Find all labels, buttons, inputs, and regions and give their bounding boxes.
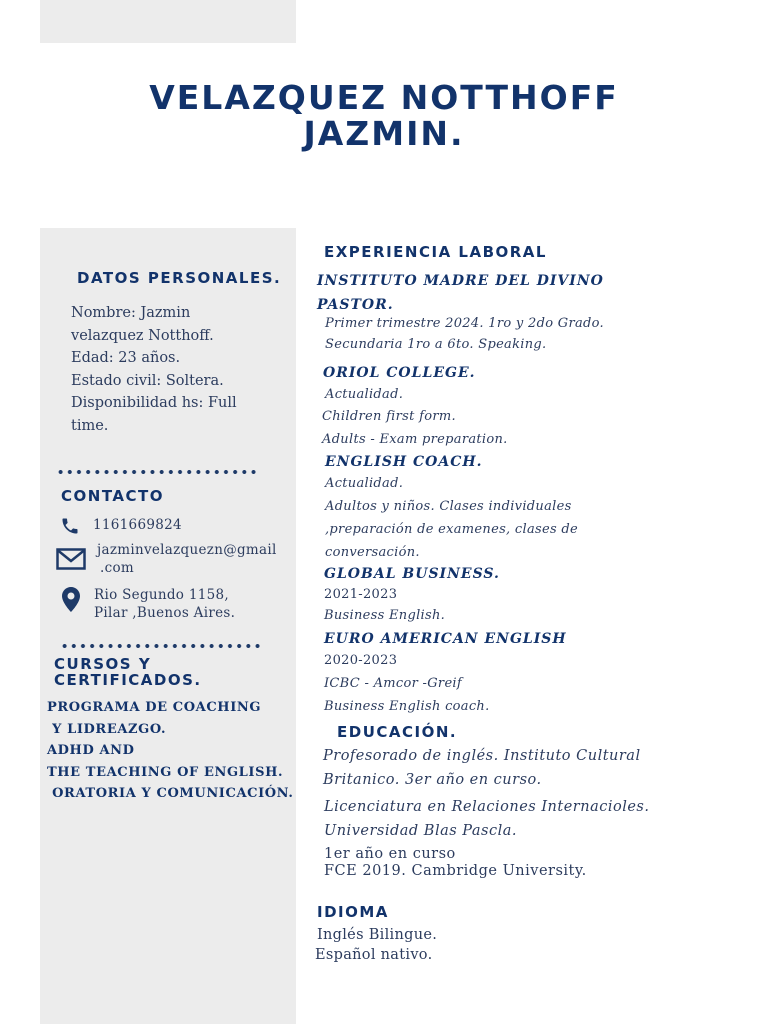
- sidebar-top-block: [40, 0, 296, 43]
- job-detail-line: Primer trimestre 2024. 1ro y 2do Grado.: [325, 316, 604, 331]
- course-line: ORATORIA Y COMUNICACIÓN.: [47, 786, 294, 801]
- job-detail-line: ICBC - Amcor -Greif: [324, 676, 463, 691]
- experience-heading: EXPERIENCIA LABORAL: [324, 243, 547, 261]
- personal-line: Estado civil: Soltera.: [71, 372, 224, 389]
- job-title: ORIOL COLLEGE.: [323, 365, 476, 381]
- job-detail-line: Secundaria 1ro a 6to. Speaking.: [325, 337, 547, 352]
- job-title-line: INSTITUTO MADRE DEL DIVINO: [317, 273, 604, 289]
- personal-info: [71, 302, 291, 438]
- job-detail-line: Business English.: [324, 608, 446, 623]
- personal-line: Edad: 23 años.: [71, 350, 181, 367]
- education-line: FCE 2019. Cambridge University.: [324, 863, 587, 879]
- job-detail-line: Actualidad.: [325, 387, 404, 402]
- job-detail-line: Adultos y niños. Clases individuales: [325, 499, 572, 514]
- personal-line: Disponibilidad hs: Full: [71, 395, 237, 412]
- education-heading: EDUCACIÓN.: [337, 723, 458, 741]
- job-details: [324, 649, 490, 718]
- personal-line: time.: [71, 417, 109, 434]
- contact-email[interactable]: [97, 541, 277, 577]
- job-details: [324, 584, 445, 626]
- personal-line: Nombre: Jazmin: [71, 305, 191, 321]
- course-line: Y LIDREAZGO.: [47, 721, 167, 737]
- email-icon: [56, 548, 86, 570]
- job-title: GLOBAL BUSINESS.: [324, 566, 500, 582]
- personal-heading: DATOS PERSONALES.: [77, 269, 282, 287]
- job-title: [317, 269, 604, 317]
- job-title: EURO AMERICAN ENGLISH: [324, 631, 567, 647]
- job-details: [325, 472, 578, 564]
- address-line: Pilar ,Buenos Aires.: [94, 605, 236, 621]
- job-title-line: PASTOR.: [317, 297, 394, 313]
- contact-heading: CONTACTO: [61, 487, 164, 505]
- job-title: ENGLISH COACH.: [325, 454, 483, 470]
- education-details: [323, 745, 649, 880]
- courses-heading-1: CURSOS Y: [54, 655, 152, 673]
- education-line: Britanico. 3er año en curso.: [323, 771, 542, 788]
- job-detail-line: Adults - Exam preparation.: [322, 432, 508, 447]
- language-details: [315, 925, 437, 965]
- language-line: Español nativo.: [315, 947, 433, 963]
- course-line: ADHD AND: [47, 743, 135, 758]
- job-detail-line: Children first form.: [322, 409, 456, 424]
- courses-heading-2: CERTIFICADOS.: [54, 671, 202, 689]
- job-detail-line: conversación.: [325, 545, 420, 560]
- email-line: .com: [100, 560, 134, 576]
- dotted-divider: [56, 469, 258, 475]
- job-detail-line: Business English coach.: [324, 699, 490, 714]
- phone-icon: [60, 516, 80, 536]
- personal-line: velazquez Notthoff.: [71, 327, 214, 344]
- job-details: [325, 313, 604, 355]
- dotted-divider: [60, 643, 262, 649]
- job-detail-line: 2021-2023: [324, 587, 398, 602]
- name-line-2: JAZMIN.: [303, 114, 465, 153]
- email-line: jazminvelazquezn@gmail: [97, 542, 277, 558]
- education-line: 1er año en curso: [324, 846, 456, 862]
- location-pin-icon: [62, 587, 80, 612]
- job-detail-line: Actualidad.: [325, 476, 404, 491]
- contact-address: [94, 586, 235, 622]
- course-line: THE TEACHING OF ENGLISH.: [47, 764, 284, 780]
- job-details: [322, 384, 508, 451]
- job-detail-line: 2020-2023: [324, 653, 398, 668]
- language-line: Inglés Bilingue.: [317, 927, 438, 943]
- education-line: Licenciatura en Relaciones Internacioles.: [324, 799, 650, 815]
- name-line-1: VELAZQUEZ NOTTHOFF: [149, 78, 619, 117]
- courses-list: [47, 697, 293, 805]
- education-line: Profesorado de inglés. Instituto Cultural: [323, 748, 641, 764]
- contact-phone[interactable]: 1161669824: [93, 517, 182, 533]
- education-line: Universidad Blas Pascla.: [324, 822, 517, 839]
- language-heading: IDIOMA: [317, 903, 389, 921]
- address-line: Rio Segundo 1158,: [94, 587, 229, 603]
- job-detail-line: ,preparación de examenes, clases de: [325, 522, 578, 537]
- course-line: PROGRAMA DE COACHING: [47, 700, 262, 715]
